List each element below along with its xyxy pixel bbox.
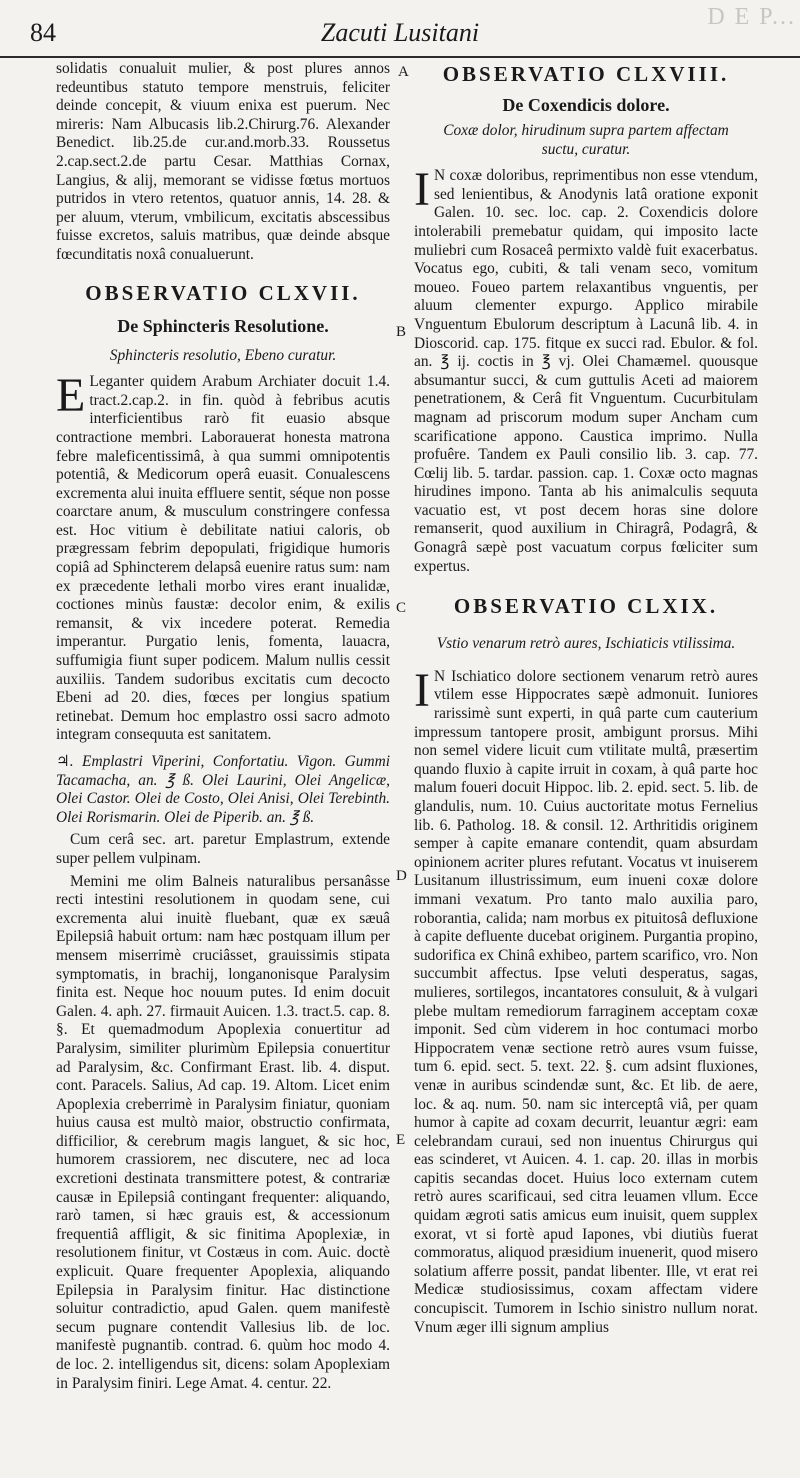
left-column: [56, 60, 390, 1470]
observation-169-lemma: Vstio venarum retrò aures, Ischiaticis vtilissima.: [436, 635, 736, 653]
left-intro-paragraph: solidatis conualuit mulier, & post plures annos redeuntibus statuto tempore menstruis, feliciter deinde concepit, & viuum enixa est puerum. Nec mireris: Nam Albucasis lib.2.Chirurg.76. Alexander Benedict. lib.25.de cur.and.morb.33. Roussetus 2.cap.sect.2.de partu Cesar. Matthias Cornax, Langius, & alij, memorant se vidisse fœtus mortuos putridos in vtero retentos, quatuor annis, 14. 28. & per aluum, vterum, vmbilicum, excitatis abscessibus fuisse excretos, saluis matribus, quæ deinde absque fœcunditatis noxâ conualuerunt.: [56, 60, 390, 263]
observation-167-paragraph-3: Memini me olim Balneis naturalibus persanâsse recti intestini resolutionem in quodam sene, cui excrementa alui inuitè fluebant, quæ ex sæuâ Epilepsiâ habuit ortum: nam hæc postquam illum per mensem miserrimè cruciâsset, grauissimis stipata symptomatis, in brachij, longanonisque Paralysim finita est. Neque hoc nouum putes. Id enim docuit Galen. 4. aph. 27. firmauit Auicen. 1.3. tract.5. cap. 8. §. Et quemadmodum Apoplexia conuertitur ad Paralysim, similiter plurimùm Epilepsia conuertitur ad Paralysim, &c. Confirmant Erast. lib. 4. disput. cont. Paracels. Salius, Ad cap. 19. Altom. Licet enim Apoplexia creberrimè in Paralysim finiatur, quoniam huius causa est multò maior, obstructio confirmata, difficilior, & cerebrum magis languet, & sic hoc, humorem crassiorem, nec discutere, nec ad loca excretioni destinata transmittere potest, & contrariæ causæ in Epilepsiâ contingant frequenter: aliquando, rarò tamen, si hæc grauis est, & accessionum frequentiâ affligit, & sic finitima Apoplexiæ, in resolutionem finitur, vt Costæus in com. Auic. doctè explicuit. Quare frequenter Apoplexia, aliquando Epilepsia in Paralysim finitur. Hac distinctione soluitur contradictio, apud Galen. quem manifestè secum pugnare contendit Vallesius lib. de loc. manifestè pugnantib. contrad. 6. quùm hoc modo 4. de loc. 2. intelligendus sit, dicens: solam Apoplexiam in Paralysim finiri. Lege Amat. 4. centur. 22.: [56, 872, 390, 1392]
recipe-paragraph: ♃. Emplastri Viperini, Confortatiu. Vigon. Gummi Tacamacha, an. ℥ ß. Olei Laurini, Olei Angelicæ, Olei Castor. Olei de Costo, Olei Anisi, Olei Terebinth. Olei Rorismarin. Olei de Piperib. an. ℥ ß.: [56, 753, 390, 826]
right-column: [414, 60, 758, 1470]
margin-letter-d: D: [396, 868, 407, 884]
running-title: Zacuti Lusitani: [320, 18, 480, 47]
margin-letter-a: A: [398, 64, 409, 80]
observation-167-lemma: Sphincteris resolutio, Ebeno curatur.: [109, 346, 337, 364]
observation-168-paragraph: I N coxæ doloribus, reprimentibus non esse vtendum, sed lenientibus, & Anodynis latâ oratione exponit Galen. 10. sec. loc. cap. 2. Coxendicis dolore intolerabili premebatur quidam, qui imposito lacte muliebri cum Rosaceâ permixto valdè fuit exacerbatus. Vocatus ego, cubiti, & tali venam seco, vomitum moueo. Foueo partem relaxantibus vnguentis, per aluum clementer expurgo. Applico mirabile Vnguentum Ebulorum descriptum à Lacunâ lib. 4. in Dioscorid. cap. 175. fitque ex succi rad. Ebulor. & fol. an. ℥ ij. coctis in ℥ vj. Olei Chamæmel. quousque absumantur succi, & cum guttulis Aceti ad maiorem penetrationem, & Cerâ fit Vnguentum. Cucurbitulam magnam ad priscorum modum super Ancham cum scarificatione appono. Caustica imprimo. Nulla profuêre. Tandem ex Pauli consilio lib. 3. cap. 77. Cœlij lib. 5. tardar. passion. cap. 1. Coxæ octo magnas hirudines impono. Tanta ab his animalculis sequuta vacuatio est, vt post decem horas sine dolore remanserit, quod auxilium in Chiragrâ, Podagrâ, & Gonagrâ sæpè post vacuatum corpus fœliciter sum expertus.: [414, 163, 758, 575]
drop-cap-i-2: I: [414, 663, 430, 717]
drop-cap-e: E: [56, 369, 86, 423]
bleed-through-text: D E P...: [707, 4, 796, 30]
margin-letter-b: B: [396, 324, 407, 340]
observation-169-paragraph: I N Ischiatico dolore sectionem venarum retrò aures vtilem esse Hippocrates sæpè admonuit. Iuniores rarissimè sunt experti, in quâ parte cum cauterium impressum tantopere prosit, ambigunt prorsus. Mihi non semel videre licuit cum vtilitate multâ, præsertim quando fluxio à capite irruit in coxam, à quâ parte hoc malum foueri docuit Hippoc. lib. 2. epid. sect. 5. lib. de glandulis, num. 10. Cuius auctoritate motus Fernelius lib. 6. Patholog. 18. & consil. 12. Arthritidis originem semper à capite emanare contendit, quam absurdam opinionem acriter plures refutant. Vocatus vt inuiserem Lusitanum illustrissimum, eum inueni coxæ dolore immani vexatum. Pro tanto malo auxilia paro, roborantia, calida; nam morbus ex pituitosâ defluxione à capite defluente ducebat originem. Purgantia propino, sudorifica ex Chinâ exhibeo, partem scarifico, vro. Non succumbit affectus. Ipse veluti desperatus, sagas, mulieres, sortilegos, incantatores consuluit, & à vulgari plebe multam remediorum farraginem acceptam coxæ imponit. Sed cùm viderem in hoc contumaci morbo Hippocratem venæ sectione retrò aures vsum fuisse, tum 6. epid. sect. 5. text. 22. §. cum adsint fluxiones, venæ in auribus scindendæ sunt, &c. Et lib. de aere, loc. & aq. num. 50. nam sic interceptâ viâ, per quam humor à capite ad coxam decurrit, leuantur ægri: eam celebrandam curaui, sed non inuentus Chirurgus qui eas scinderet, vt Auicen. 4. 1. cap. 20. illas in morbis capitis secandas docet. Huius loco externam cutem retrò aures scarificaui, sed citra leuamen vllum. Ecce quidam ægroti satis amicus eum inuisit, quem supplex exorat, vt si fortè apud Iapones, vbi diutiùs fuerat commoratus, aliquod præsidium inuenerit, quod misero solatium afferre possit, pandat libenter. Ille, vt erat rei Medicæ studiosissimus, coxam affectam videre concupiscit. Tumorem in Ischio sinistro nullum norat. Vnum æger illi signum amplius: [414, 663, 758, 1336]
observation-168-subtitle: De Coxendicis dolore.: [502, 95, 670, 115]
observation-167-paragraph-2: Cum cerâ sec. art. paretur Emplastrum, extende super pellem vulpinam.: [56, 831, 390, 867]
margin-letter-e: E: [396, 1132, 406, 1148]
observation-167-subtitle: De Sphincteris Resolutione.: [117, 315, 329, 336]
page-number: 84: [30, 18, 56, 47]
page-header: [0, 0, 800, 58]
margin-letter-c: C: [396, 600, 407, 616]
observation-168-lemma: Coxæ dolor, hirudinum supra partem affectam suctu, curatur.: [443, 122, 729, 158]
drop-cap-i-1: I: [414, 163, 430, 217]
observation-167-paragraph-1: E Leganter quidem Arabum Archiater docuit 1.4. tract.2.cap.2. in fin. quòd à febribus acutis interficientibus rarò fit euasio absque contractione membri. Laborauerat honesta matrona febre maleficentissimâ, à qua summi omnipotentis potentiâ, & Medicorum operâ euasit. Conualescens excrementa alui inuita effluere sentit, séque non posse coarctare anum, & musculum constringere confessa est. Hoc vitium è debilitate natiui caloris, ob prægressam febrim depopulati, frigidique humoris copiâ ad Sphincterem delapsâ euenire ratus sum: nam ex præcedente lethali morbo vires erant inualidæ, coctiones minùs faustæ: decolor enim, & exilis remansit, & vix incedere poterat. Remedia imperantur. Purgatio lenis, fomenta, lauacra, suffumigia fiunt super podicem. Malum nullis cessit auxiliis. Tandem sudoribus excitatis cum decocto Ebeni ad 20. dies, fœces per longius spatium retinebat. Demum hoc emplastro ossi sacro admoto integram consequuta est sanitatem.: [56, 369, 390, 744]
observation-169-title: OBSERVATIO CLXIX.: [453, 594, 719, 619]
observation-167-title: OBSERVATIO CLXVII.: [85, 280, 361, 305]
observation-168-title: OBSERVATIO CLXVIII.: [442, 62, 730, 86]
